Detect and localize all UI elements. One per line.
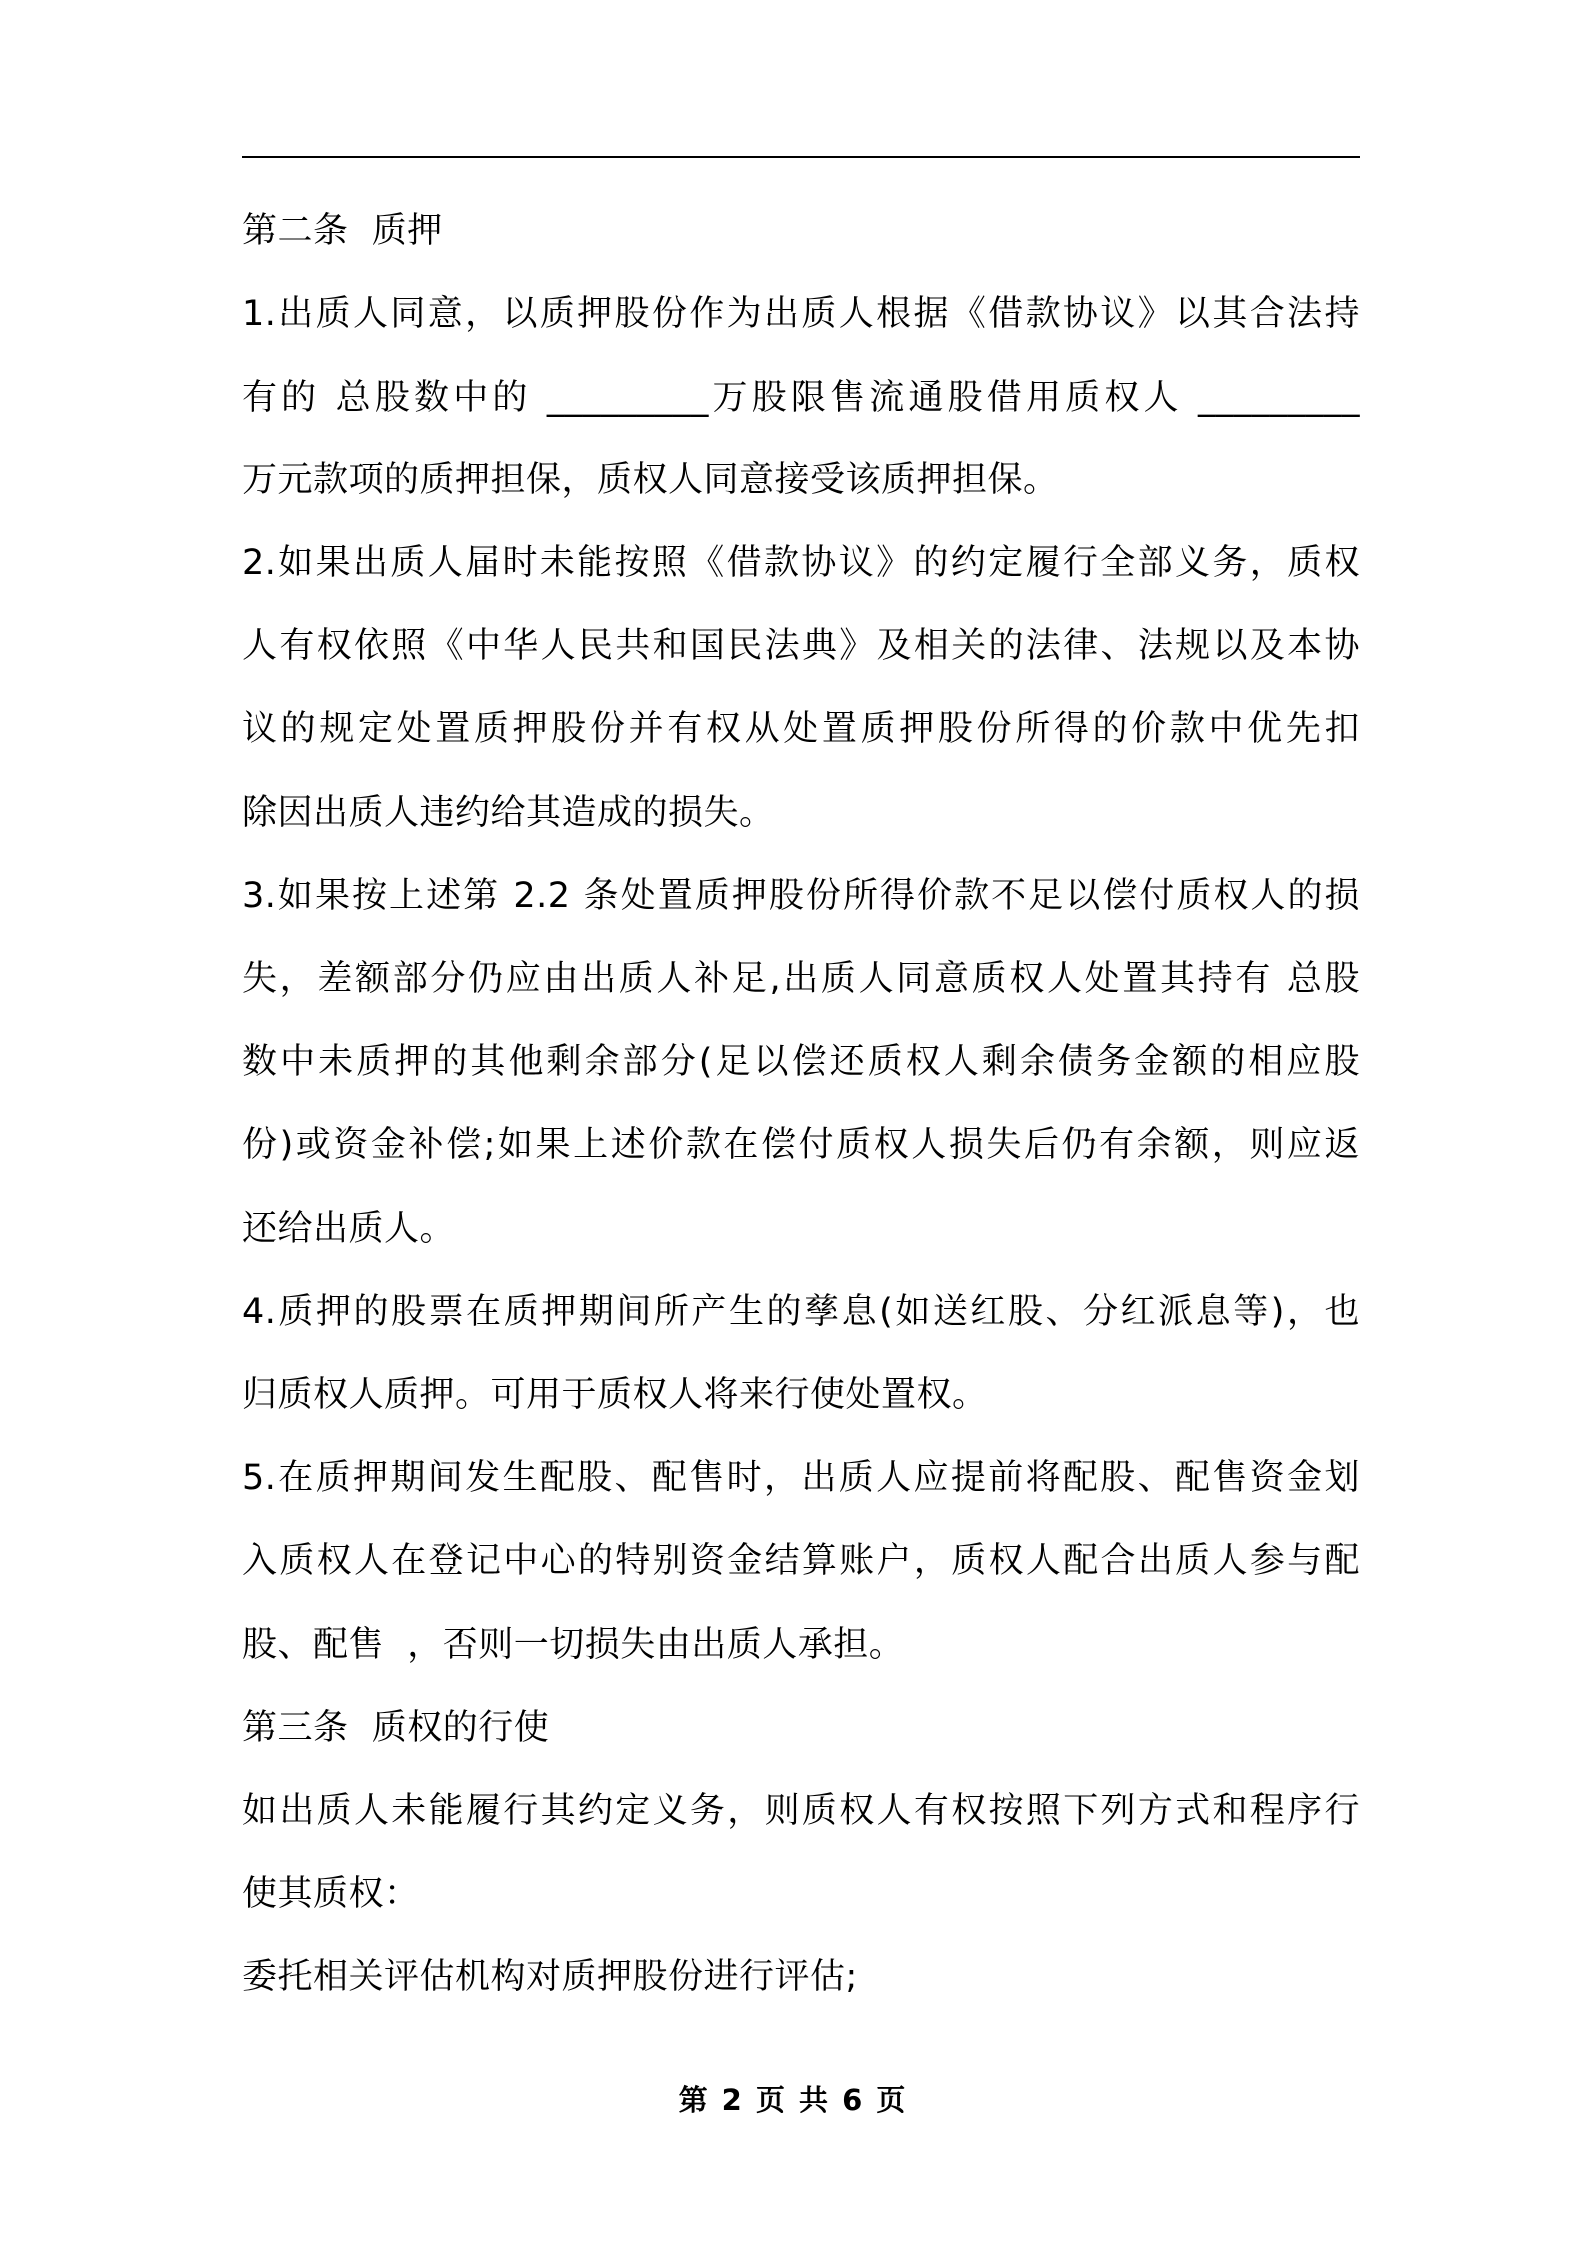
clause-2-3-line-1: 3.如果按上述第 2.2 条处置质押股份所得价款不足以偿付质权人的损 bbox=[242, 876, 1360, 916]
clause-2-3-line-2: 失，差额部分仍应由出质人补足,出质人同意质权人处置其持有 总股 bbox=[242, 959, 1360, 999]
clause-2-2-line-3: 议的规定处置质押股份并有权从处置质押股份所得的价款中优先扣 bbox=[242, 709, 1360, 749]
page-number-footer: 第 2 页 共 6 页 bbox=[678, 2083, 908, 2117]
clause-3-step-1: 委托相关评估机构对质押股份进行评估; bbox=[242, 1957, 858, 1997]
clause-2-2-line-1: 2.如果出质人届时未能按照《借款协议》的约定履行全部义务，质权 bbox=[242, 543, 1360, 583]
clause-3-intro-line-2: 使其质权： bbox=[242, 1874, 420, 1914]
clause-2-1-line-3: 万元款项的质押担保，质权人同意接受该质押担保。 bbox=[242, 460, 1059, 500]
clause-2-5-line-1: 5.在质押期间发生配股、配售时，出质人应提前将配股、配售资金划 bbox=[242, 1458, 1360, 1498]
section-heading-3: 第三条 质权的行使 bbox=[242, 1708, 550, 1748]
clause-2-5-line-2: 入质权人在登记中心的特别资金结算账户，质权人配合出质人参与配 bbox=[242, 1541, 1360, 1581]
clause-2-4-line-2: 归质权人质押。可用于质权人将来行使处置权。 bbox=[242, 1375, 988, 1415]
clause-2-1-line-2: 有的 总股数中的 _________万股限售流通股借用质权人 _________ bbox=[242, 378, 1360, 418]
clause-2-4-line-1: 4.质押的股票在质押期间所产生的孳息(如送红股、分红派息等)，也 bbox=[242, 1292, 1360, 1332]
clause-2-3-line-5: 还给出质人。 bbox=[242, 1209, 456, 1249]
clause-2-1-line-1: 1.出质人同意，以质押股份作为出质人根据《借款协议》以其合法持 bbox=[242, 294, 1360, 334]
clause-2-3-line-4: 份)或资金补偿;如果上述价款在偿付质权人损失后仍有余额，则应返 bbox=[242, 1125, 1360, 1165]
clause-2-2-line-4: 除因出质人违约给其造成的损失。 bbox=[242, 793, 775, 833]
clause-2-3-line-3: 数中未质押的其他剩余部分(足以偿还质权人剩余债务金额的相应股 bbox=[242, 1042, 1360, 1082]
clause-2-5-line-3: 股、配售 ，否则一切损失由出质人承担。 bbox=[242, 1625, 905, 1665]
header-rule bbox=[242, 156, 1360, 158]
clause-2-2-line-2: 人有权依照《中华人民共和国民法典》及相关的法律、法规以及本协 bbox=[242, 626, 1360, 666]
clause-3-intro-line-1: 如出质人未能履行其约定义务，则质权人有权按照下列方式和程序行 bbox=[242, 1791, 1360, 1831]
section-heading-2: 第二条 质押 bbox=[242, 211, 443, 251]
